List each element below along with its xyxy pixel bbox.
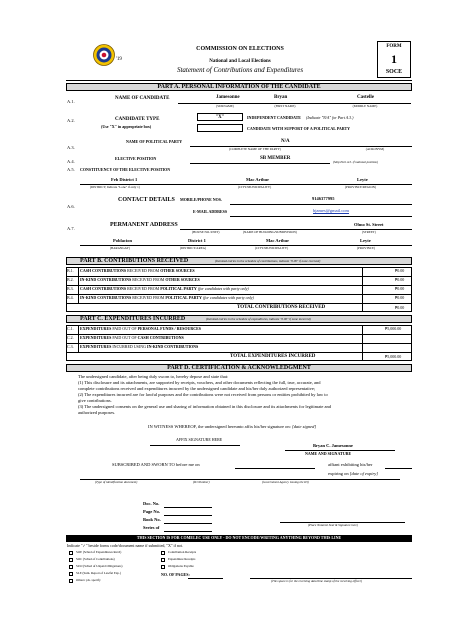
witness-text: IN WITNESS WHEREOF, the undersigned hereunto affix his/her signature on: [date signed] bbox=[148, 424, 317, 429]
part-a-heading: PART A. PERSONAL INFORMATION OF THE CANDIDATE bbox=[157, 84, 321, 90]
soe-label: SOE (Sched of Expenditures Revd) bbox=[76, 550, 122, 554]
b2-amount[interactable]: ₱0.00 bbox=[395, 277, 405, 282]
agency-name: COMMISSION ON ELECTIONS bbox=[196, 46, 284, 52]
c2-code: C.2. bbox=[67, 335, 74, 340]
signer-caption: NAME AND SIGNATURE bbox=[305, 451, 352, 456]
candidate-type-subtext: (Use "X" in appropriate box) bbox=[101, 124, 152, 129]
c3-label: EXPENDITURES INCURRED USING IN-KIND CONTRIBUTIONS bbox=[80, 344, 199, 349]
email-label: E-MAIL ADDRESS bbox=[193, 209, 228, 214]
contact-details-label: CONTACT DETAILS bbox=[118, 197, 175, 203]
building-caption: (NAME OF BUILDING/SUBDIVISION) bbox=[243, 230, 297, 234]
a3-label: A.3. bbox=[67, 145, 75, 150]
b4-label: IN-KIND CONTRIBUTIONS RECEIVED FROM POLITICAL PARTY (for candidates with party only) bbox=[80, 295, 254, 300]
a2-label: A.2. bbox=[67, 118, 75, 123]
c1-amount[interactable]: ₱5,000.00 bbox=[385, 326, 402, 331]
first-name-caption: (FIRST NAME) bbox=[274, 104, 296, 108]
barangay-value[interactable]: Poblacion bbox=[113, 238, 133, 243]
name-of-candidate-label: NAME OF CANDIDATE bbox=[115, 96, 170, 101]
independent-note: (Indicate "N/A" for Part A.3.) bbox=[306, 115, 354, 120]
address-city-caption: (CITY/MUNICIPALITY) bbox=[255, 246, 289, 250]
form-year: '19 bbox=[116, 57, 122, 62]
b1-code: B.1. bbox=[67, 268, 74, 273]
comelec-use-heading: THIS SECTION IS FOR COMELEC USE ONLY - DO NOT ENCODE/WRITING ANYTHING BEYOND THIS LINE bbox=[136, 535, 342, 540]
soc-label: SOC (Sched of Contributions) bbox=[76, 557, 115, 561]
cert-line-3: complete contributions received and expenditures incurred by the undersigned candidate and his/her duly authorized representative; bbox=[78, 386, 316, 391]
address-province-value[interactable]: Leyte bbox=[360, 238, 371, 243]
elective-position-value[interactable]: SB MEMBER bbox=[260, 156, 291, 161]
election-name: National and Local Elections bbox=[209, 59, 271, 64]
total-expenditures-label: TOTAL EXPENDITURES INCURRED bbox=[230, 354, 316, 359]
others-label: Others: pls. specify bbox=[76, 578, 101, 582]
c3-code: C.3. bbox=[67, 344, 74, 349]
cert-line-7: authorized purposes. bbox=[78, 410, 116, 415]
middle-name-caption: (MIDDLE NAME) bbox=[352, 104, 378, 108]
party-value[interactable]: N/A bbox=[281, 139, 290, 144]
book-no-label: Book No. bbox=[143, 517, 161, 522]
cert-line-1: The undersigned candidate, after being duly sworn to, hereby depose and state that: bbox=[78, 374, 229, 379]
mobile-label: MOBILE/PHONE NOS. bbox=[180, 197, 223, 202]
c2-label: EXPENDITURES PAID OUT OF CASH CONTRIBUTIONS bbox=[80, 335, 184, 340]
email-value[interactable]: bjames@gmail.com bbox=[313, 208, 350, 213]
barangay-caption: (BARANGAY) bbox=[110, 246, 130, 250]
id-number-caption: (ID Number) bbox=[193, 480, 210, 484]
elective-position-label: ELECTIVE POSITION bbox=[115, 156, 157, 161]
cert-line-6: (3) The undersigned consents on the general use and sharing of information obtained in this disclosure and its attachments for legitimate and bbox=[78, 404, 331, 409]
c1-label: EXPENDITURES PAID OUT OF PERSONAL FUNDS / RESOURCES bbox=[80, 326, 202, 331]
comelec-instruction: Indicate "✓" beside forms code/document name if submitted, "X" if not. bbox=[67, 543, 184, 548]
with-party-label: CANDIDATE WITH SUPPORT OF A POLITICAL PARTY bbox=[247, 126, 351, 131]
part-c-heading: PART C. EXPENDITURES INCURRED bbox=[80, 316, 186, 322]
cert-line-5: give contributions. bbox=[78, 398, 112, 403]
b2-label: IN-KIND CONTRIBUTIONS RECEIVED FROM OTHER SOURCES bbox=[80, 277, 200, 282]
b3-amount[interactable]: ₱0.00 bbox=[395, 286, 405, 291]
b3-code: B.3. bbox=[67, 286, 74, 291]
form-label: FORM bbox=[386, 44, 402, 49]
address-city-value[interactable]: Mac Arthur bbox=[266, 238, 290, 243]
surname-caption: (SURNAME) bbox=[216, 104, 234, 108]
signer-name: Bryan C. Jamesonne bbox=[313, 443, 353, 448]
house-caption: (HOUSE NO./UNIT) bbox=[192, 230, 220, 234]
sle-checkbox[interactable] bbox=[69, 572, 73, 576]
a4-label: A.4. bbox=[67, 159, 75, 164]
doc-no-label: Doc. No. bbox=[143, 501, 160, 506]
district-caption: (DISTRICT; Indicate "Lone" if only 1) bbox=[90, 185, 140, 189]
acronym-caption: (ACRONYM) bbox=[365, 147, 385, 151]
b1-label: CASH CONTRIBUTIONS RECEIVED FROM OTHER SOURCES bbox=[80, 268, 195, 273]
constituency-label: CONSTITUENCY OF THE ELECTIVE POSITION bbox=[80, 167, 171, 172]
contribution-receipts-checkbox[interactable] bbox=[161, 551, 165, 555]
street-caption: (STREET) bbox=[362, 230, 376, 234]
form-number: 1 bbox=[391, 52, 397, 66]
province-caption: (PROVINCE/REGION) bbox=[345, 185, 376, 189]
obligations-payable-label: Obligations Payable bbox=[168, 564, 194, 568]
id-type-caption: (Type of identification document) bbox=[95, 480, 138, 484]
part-b-note: (Itemized entries in the schedule of contributions, indicate "0.00" if none received) bbox=[215, 259, 321, 263]
cert-line-2: (1) This disclosure and its attachments, are supported by receipts, vouchers, and other documents reflecting the full, true, accurate, and bbox=[78, 380, 321, 385]
surname-value[interactable]: Jamesonne bbox=[216, 95, 240, 100]
part-b-heading: PART B. CONTRIBUTIONS RECEIVED bbox=[80, 258, 189, 264]
others-checkbox[interactable] bbox=[69, 579, 73, 583]
b1-amount[interactable]: ₱0.00 bbox=[395, 268, 405, 273]
b4-code: B.4. bbox=[67, 295, 74, 300]
part-d-heading: PART D. CERTIFICATION & ACKNOWLEDGMENT bbox=[167, 365, 311, 371]
total-expenditures-amount: ₱5,000.00 bbox=[385, 354, 402, 359]
city-value[interactable]: Mac Arthur bbox=[246, 177, 270, 182]
b4-amount[interactable]: ₱0.00 bbox=[395, 295, 405, 300]
suo-checkbox[interactable] bbox=[69, 565, 73, 569]
page-no-label: Page No. bbox=[143, 509, 160, 514]
b3-label: CASH CONTRIBUTIONS RECEIVED FROM POLITICAL PARTY (for candidates with party only) bbox=[80, 286, 249, 291]
party-caption: (COMPLETE NAME OF THE PARTY) bbox=[229, 147, 281, 151]
address-district-caption: (DISTRICT/AREA) bbox=[180, 246, 207, 250]
expenditure-receipts-checkbox[interactable] bbox=[161, 558, 165, 562]
total-contributions-amount: ₱0.00 bbox=[395, 305, 405, 310]
contribution-receipts-label: Contribution Receipts bbox=[168, 550, 197, 554]
affiant-text: affiant exhibiting his/her bbox=[328, 462, 373, 467]
b2-code: B.2. bbox=[67, 277, 74, 282]
independent-label: INDEPENDENT CANDIDATE bbox=[247, 115, 301, 120]
permanent-address-label: PERMANENT ADDRESS bbox=[110, 222, 178, 228]
total-contributions-label: TOTAL CONTRIBUTIONS RECEIVED bbox=[237, 305, 326, 310]
part-c-note: (Itemized entries in the schedule of expenditures, indicate "0.00" if none incurred) bbox=[206, 317, 311, 321]
middle-name-value[interactable]: Castelle bbox=[357, 95, 374, 100]
street-value[interactable]: Olmo St. Street bbox=[354, 222, 384, 227]
city-caption: (CITY/MUNICIPALITY) bbox=[238, 185, 272, 189]
with-party-checkbox[interactable] bbox=[197, 124, 243, 132]
subscribed-text: SUBSCRIBED AND SWORN TO before me on bbox=[112, 462, 200, 467]
series-label: Series of bbox=[143, 525, 160, 530]
comelec-seal bbox=[93, 44, 115, 66]
candidate-type-label: CANDIDATE TYPE bbox=[115, 117, 160, 122]
position-note: (Skip Part A.5. if national position) bbox=[333, 160, 379, 164]
cert-line-4: (2) The expenditures incurred are for lawful purposes and the contributions were not received from persons or entities prohibited by law to bbox=[78, 392, 328, 397]
suo-label: SUO (Sched of Unpaid Obligations) bbox=[76, 564, 123, 568]
mobile-value[interactable]: 9146377995 bbox=[312, 196, 335, 201]
a7-label: A.7. bbox=[67, 226, 75, 231]
independent-mark: "X" bbox=[215, 115, 225, 120]
party-label: NAME OF POLITICAL PARTY bbox=[126, 139, 183, 144]
form-code: SOCE bbox=[385, 69, 403, 75]
province-value[interactable]: Leyte bbox=[357, 177, 368, 182]
page-title: Statement of Contributions and Expenditures bbox=[176, 66, 304, 74]
sle-label: SLE (Sum. Report of Lawful Exp.) bbox=[76, 571, 121, 575]
expiring-text: expiring on [date of expiry] bbox=[328, 471, 378, 476]
expenditure-receipts-label: Expenditure Receipts bbox=[168, 557, 196, 561]
a6-label: A.6. bbox=[67, 204, 75, 209]
receiving-stamp-caption: (This space is for the receiving date/time stamp of the receiving officer) bbox=[271, 579, 363, 583]
obligations-payable-checkbox[interactable] bbox=[161, 565, 165, 569]
soe-checkbox[interactable] bbox=[69, 551, 73, 555]
district-value[interactable]: Feb District 1 bbox=[111, 177, 138, 182]
notarial-seal-caption: (Place Notarial Seal & Signature here) bbox=[308, 523, 358, 527]
address-district-value[interactable]: District 1 bbox=[188, 238, 206, 243]
a1-label: A.1. bbox=[67, 99, 75, 104]
no-of-pages-label: NO. OF PAGES: bbox=[161, 572, 190, 577]
a5-label: A.5. bbox=[67, 167, 75, 172]
address-province-caption: (PROVINCE) bbox=[357, 246, 376, 250]
first-name-value[interactable]: Bryan bbox=[274, 95, 288, 100]
affix-signature-label: AFFIX SIGNATURE HERE bbox=[176, 437, 223, 442]
gov-agency-caption: (Government Agency issuing the ID) bbox=[262, 480, 309, 484]
soc-checkbox[interactable] bbox=[69, 558, 73, 562]
c1-code: C.1. bbox=[67, 326, 74, 331]
